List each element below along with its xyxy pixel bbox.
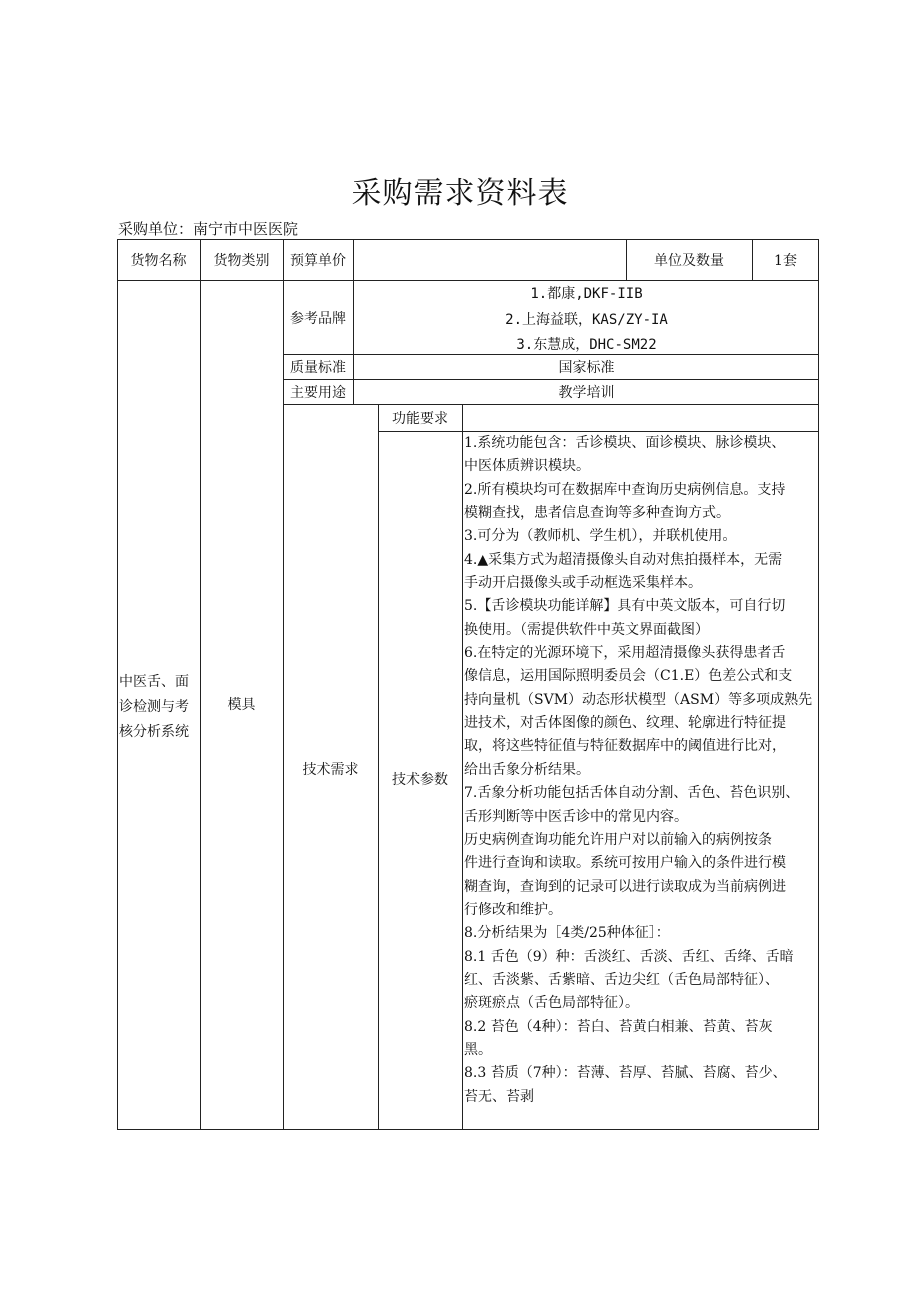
tech-line: 瘀斑瘀点（舌色局部特征）。 — [464, 995, 639, 1012]
tech-line: 苔无、苔剥 — [464, 1088, 534, 1105]
ref-brand-3: 3.东慧成，DHC-SM22 — [516, 337, 657, 353]
tech-line: 黑。 — [464, 1041, 492, 1058]
tech-line: 糊查询，查询到的记录可以进行读取成为当前病例进 — [464, 878, 786, 895]
tech-parameter-content — [464, 432, 818, 1129]
purchaser-label: 采购单位：南宁市中医医院 — [118, 220, 299, 238]
header-unit-qty-value: 1套 — [774, 253, 797, 269]
header-goods-name: 货物名称 — [130, 253, 187, 269]
item-category: 模具 — [227, 697, 256, 713]
header-budget-price: 预算单价 — [290, 253, 346, 269]
tech-requirement-label: 技术需求 — [302, 762, 359, 778]
tech-line: 模糊查找，患者信息查询等多种查询方式。 — [464, 505, 730, 522]
tech-line: 换使用。（需提供软件中英文界面截图） — [464, 621, 709, 638]
tech-line: 像信息，运用国际照明委员会（C1.E）色差公式和支 — [464, 668, 793, 685]
tech-line: 手动开启摄像头或手动框选采集样本。 — [464, 575, 702, 592]
tech-line: 7.舌象分析功能包括舌体自动分割、舌色、苔色识别、 — [464, 785, 800, 802]
quality-value: 国家标准 — [558, 359, 615, 376]
ref-brand-label: 参考品牌 — [290, 310, 346, 327]
tech-parameter-label: 技术参数 — [392, 772, 448, 788]
usage-label: 主要用途 — [290, 384, 346, 401]
ref-brand-2: 2.上海益联，KAS/ZY-IA — [505, 312, 668, 328]
table-divider — [462, 404, 463, 1130]
tech-line: 4.▲采集方式为超清摄像头自动对焦拍摄样本，无需 — [464, 551, 783, 568]
page-title: 采购需求资料表 — [351, 176, 569, 211]
tech-line: 8.2 苔色（4种）：苔白、苔黄白相兼、苔黄、苔灰 — [464, 1018, 773, 1035]
tech-line: 8.3 苔质（7种）：苔薄、苔厚、苔腻、苔腐、苔少、 — [464, 1065, 787, 1082]
tech-line: 红、舌淡紫、舌紫暗、舌边尖红（舌色局部特征）、 — [464, 971, 779, 988]
table-divider — [283, 404, 819, 405]
tech-line: 持向量机（SVM）动态形状模型（ASM）等多项成熟先 — [464, 691, 813, 708]
tech-line: 行修改和维护。 — [464, 901, 562, 918]
tech-line: 取，将这些特征值与特征数据库中的阈值进行比对， — [464, 738, 786, 755]
tech-line: 3.可分为（教师机、学生机），并联机使用。 — [464, 528, 737, 545]
usage-value: 教学培训 — [558, 384, 615, 401]
header-unit-qty-label: 单位及数量 — [654, 253, 724, 269]
tech-line: 1.系统功能包含：舌诊模块、面诊模块、脉诊模块、 — [464, 435, 786, 451]
quality-label: 质量标准 — [290, 359, 346, 376]
item-name: 中医舌、面诊检测与考核分析系统 — [119, 674, 189, 740]
tech-line: 8.分析结果为［4类/25种体征］： — [464, 925, 670, 942]
tech-line: 中医体质辨识模块。 — [464, 458, 590, 475]
tech-line: 给出舌象分析结果。 — [464, 761, 590, 778]
tech-line: 历史病例查询功能允许用户对以前输入的病例按条 — [464, 831, 772, 848]
tech-line: 进技术，对舌体图像的颜色、纹理、轮廓进行特征提 — [464, 715, 786, 732]
ref-brand-1: 1.都康,DKF-IIB — [530, 286, 643, 302]
function-requirement-label: 功能要求 — [392, 410, 448, 427]
tech-line: 6.在特定的光源环境下，采用超清摄像头获得患者舌 — [464, 645, 786, 662]
tech-line: 舌形判断等中医舌诊中的常见内容。 — [464, 808, 688, 825]
tech-line: 2.所有模块均可在数据库中查询历史病例信息。支持 — [464, 481, 786, 498]
tech-line: 5.【舌诊模块功能详解】具有中英文版本，可自行切 — [464, 598, 786, 615]
tech-line: 8.1 舌色（9）种：舌淡红、舌淡、舌红、舌绛、舌暗 — [464, 948, 794, 965]
tech-line: 件进行查询和读取。系统可按用户输入的条件进行模 — [464, 855, 786, 872]
table-divider — [200, 239, 201, 1130]
header-goods-category: 货物类别 — [213, 253, 270, 269]
